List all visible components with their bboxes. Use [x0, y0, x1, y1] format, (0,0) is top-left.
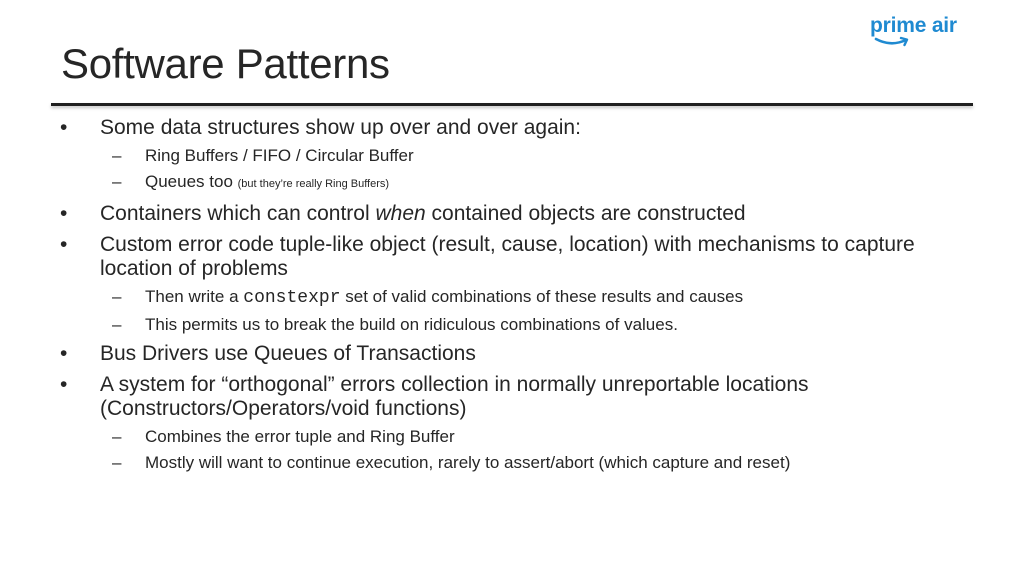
- sub-bullet-item: [60, 314, 960, 335]
- bullet-marker: •: [60, 342, 68, 365]
- bullet-item: [60, 233, 960, 281]
- sub-bullet-item: [60, 171, 960, 195]
- dash-marker: –: [112, 453, 122, 472]
- logo-text: prime air: [870, 14, 957, 37]
- sub-bullet-text: Queues too: [145, 172, 233, 191]
- title-divider: [51, 103, 973, 106]
- bullet-text: Some data structures show up over and over again:: [100, 116, 581, 139]
- bullet-marker: •: [60, 202, 68, 225]
- slide-title: Software Patterns: [61, 40, 390, 87]
- sub-bullet-text: This permits us to break the build on ridiculous combinations of values.: [145, 315, 678, 334]
- sub-bullet-text: Combines the error tuple and Ring Buffer: [145, 427, 455, 446]
- dash-marker: –: [112, 315, 122, 334]
- sub-bullet-item: [60, 452, 960, 473]
- sub-bullet-text: Ring Buffers / FIFO / Circular Buffer: [145, 146, 414, 165]
- bullet-marker: •: [60, 373, 68, 396]
- bullet-item: [60, 373, 960, 421]
- sub-bullet-text-post: set of valid combinations of these results and causes: [345, 287, 744, 306]
- bullet-text-emphasis: when: [375, 202, 426, 225]
- sub-bullet-text-pre: Then write a: [145, 287, 239, 306]
- bullet-text-pre: Containers which can control: [100, 202, 370, 225]
- prime-air-logo: [870, 14, 970, 58]
- sub-bullet-text: Mostly will want to continue execution, rarely to assert/abort (which capture and reset): [145, 453, 791, 472]
- dash-marker: –: [112, 172, 122, 191]
- bullet-text: Custom error code tuple-like object (result, cause, location) with mechanisms to capture location of problems: [100, 233, 915, 280]
- bullet-list: [60, 114, 960, 473]
- smile-arrow-icon: [874, 36, 912, 48]
- bullet-item: [60, 116, 960, 140]
- bullet-text: A system for “orthogonal” errors collection in normally unreportable locations (Constructors/Operators/void functions): [100, 373, 809, 420]
- bullet-text-post: contained objects are constructed: [431, 202, 746, 225]
- bullet-item: [60, 342, 960, 366]
- bullet-item: [60, 202, 960, 226]
- sub-bullet-item: [60, 145, 960, 166]
- sub-bullet-item: [60, 286, 960, 309]
- dash-marker: –: [112, 146, 122, 165]
- dash-marker: –: [112, 287, 122, 306]
- bullet-marker: •: [60, 116, 68, 139]
- bullet-text: Bus Drivers use Queues of Transactions: [100, 342, 476, 365]
- code-keyword: constexpr: [243, 288, 341, 308]
- bullet-marker: •: [60, 233, 68, 256]
- sub-bullet-note: (but they’re really Ring Buffers): [237, 178, 390, 190]
- sub-bullet-item: [60, 426, 960, 447]
- dash-marker: –: [112, 427, 122, 446]
